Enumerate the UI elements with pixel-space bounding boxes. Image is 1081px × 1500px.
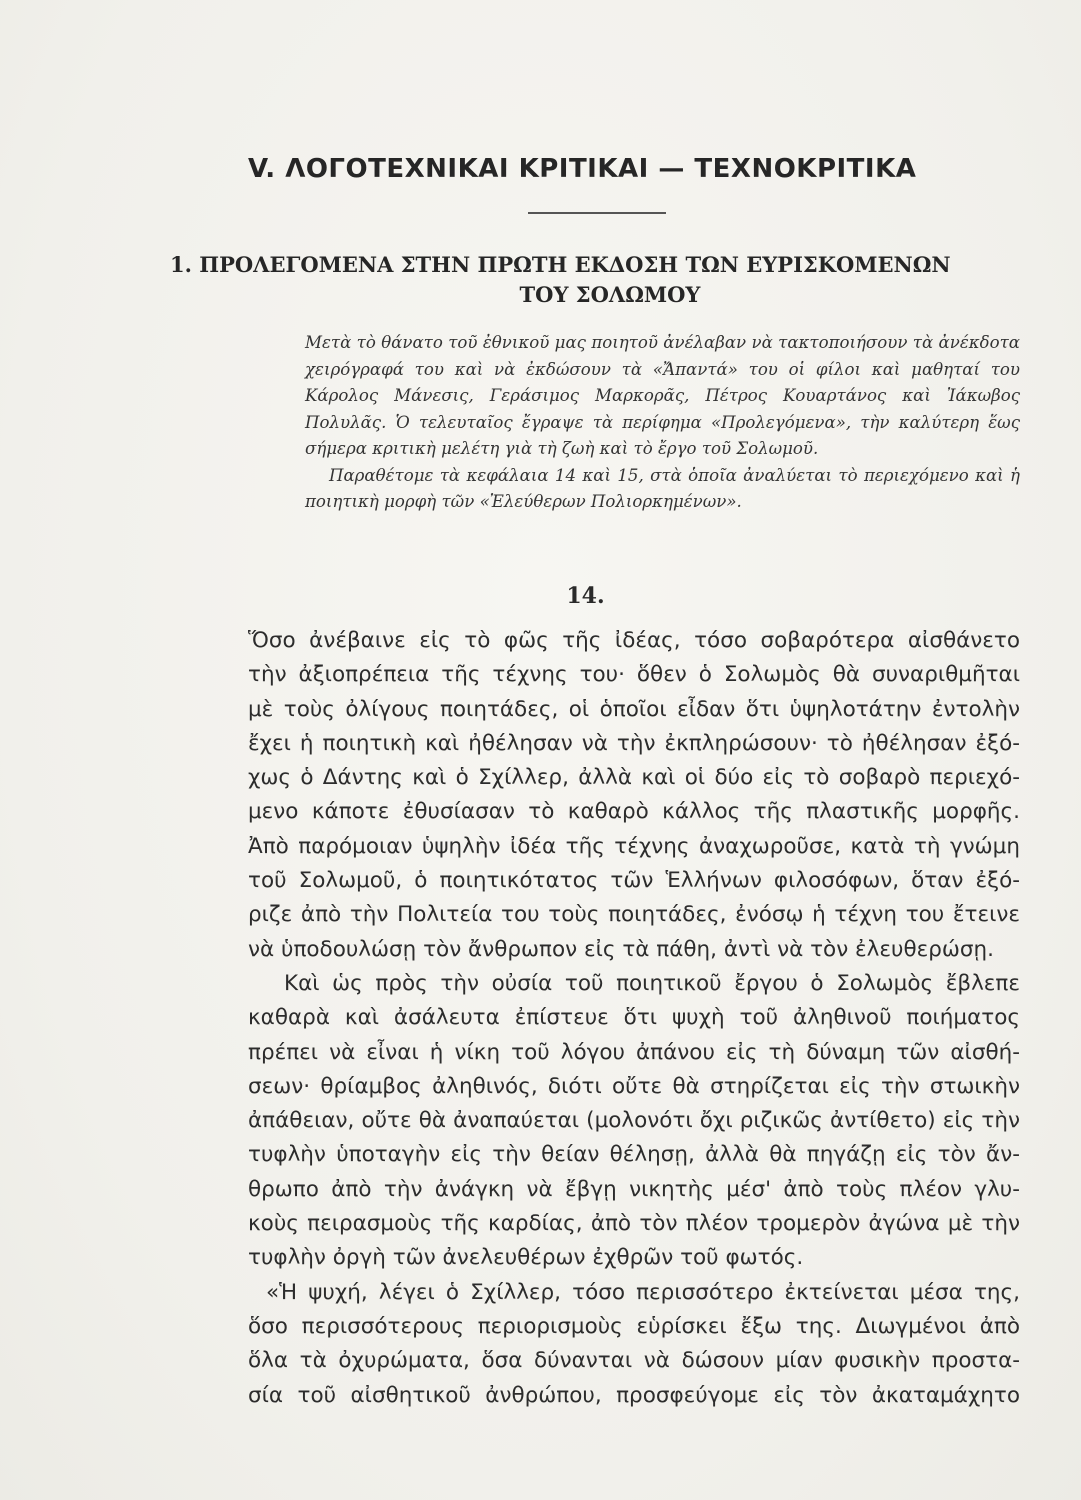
- body-line: ὅσο περισσότερους περιορισμοὺς εὑρίσκει ἔξω της. Διωγμένοι ἀπὸ: [248, 1313, 1020, 1339]
- body-line: ἔχει ἡ ποιητικὴ καὶ ἠθέλησαν νὰ τὴν ἐκπληρώσουν· τὸ ἠθέλησαν ἐξό-: [248, 730, 1020, 756]
- body-line: Καὶ ὡς πρὸς τὴν οὐσία τοῦ ποιητικοῦ ἔργου ὁ Σολωμὸς ἔβλεπε: [284, 970, 1020, 996]
- body-line: κοὺς πειρασμοὺς τῆς καρδίας, ἀπὸ τὸν πλέον τρομερὸν ἀγώνα μὲ τὴν: [248, 1211, 1020, 1237]
- body-line: μενο κάποτε ἐθυσίασαν τὸ καθαρὸ κάλλος τῆς πλαστικῆς μορφῆς.: [248, 799, 1020, 825]
- body-line: καθαρὰ καὶ ἀσάλευτα ἐπίστευε ὅτι ψυχὴ τοῦ ἀληθινοῦ ποιήματος: [248, 1005, 1020, 1031]
- section-number: 14.: [566, 583, 605, 609]
- body-line: νὰ ὑποδουλώσῃ τὸν ἄνθρωπον εἰς τὰ πάθη, ἀντὶ νὰ τὸν ἐλευθερώσῃ.: [248, 936, 994, 962]
- body-text: [248, 624, 1020, 1413]
- chapter-title-line-2: ΤΟΥ ΣΟΛΩΜΟΥ: [519, 282, 701, 307]
- body-line: ριζε ἀπὸ τὴν Πολιτεία του τοὺς ποιητάδες, ἐνόσῳ ἡ τέχνη του ἔτεινε: [248, 902, 1020, 928]
- body-line: τυφλὴν ὀργὴ τῶν ἀνελευθέρων ἐχθρῶν τοῦ φωτός.: [248, 1245, 804, 1271]
- body-line: μὲ τοὺς ὀλίγους ποιητάδες, οἱ ὁποῖοι εἶδαν ὅτι ὑψηλοτάτην ἐντολὴν: [248, 696, 1020, 722]
- body-line: τοῦ Σολωμοῦ, ὁ ποιητικότατος τῶν Ἑλλήνων φιλοσόφων, ὅταν ἐξό-: [248, 868, 1020, 894]
- chapter-title: [170, 250, 1000, 310]
- body-line: σεων· θρίαμβος ἀληθινός, διότι οὔτε θὰ στηρίζεται εἰς τὴν στωικὴν: [248, 1073, 1020, 1099]
- body-line: Ἀπὸ παρόμοιαν ὑψηλὴν ἰδέα τῆς τέχνης ἀναχωροῦσε, κατὰ τὴ γνώμη: [248, 833, 1020, 859]
- body-line: Ὅσο ἀνέβαινε εἰς τὸ φῶς τῆς ἰδέας, τόσο σοβαρότερα αἰσθάνετο: [248, 628, 1020, 653]
- editorial-introduction: [305, 330, 1020, 516]
- body-line: θρωπο ἀπὸ τὴν ἀνάγκη νὰ ἔβγῃ νικητὴς μέσ' ἀπὸ τοὺς πλέον γλυ-: [248, 1176, 1020, 1202]
- title-divider: [528, 212, 666, 214]
- intro-paragraph-2: Παραθέτομε τὰ κεφάλαια 14 καὶ 15, στὰ ὁποῖα ἀναλύεται τὸ περιεχόμενο καὶ ἡ ποιητικὴ μορφὴ τῶν «Ἐλεύθερων Πολιορκημένων».: [305, 465, 1020, 511]
- body-line: χως ὁ Δάντης καὶ ὁ Σχίλλερ, ἀλλὰ καὶ οἱ δύο εἰς τὸ σοβαρὸ περιεχό-: [248, 765, 1020, 791]
- body-line: τυφλὴν ὑποταγὴν εἰς τὴν θείαν θέλησῃ, ἀλλὰ θὰ πηγάζῃ εἰς τὸν ἄν-: [248, 1142, 1020, 1168]
- body-line: ἀπάθειαν, οὔτε θὰ ἀναπαύεται (μολονότι ὄχι ριζικῶς ἀντίθετο) εἰς τὴν: [248, 1108, 1020, 1134]
- chapter-title-line-1: 1. ΠΡΟΛΕΓΟΜΕΝΑ ΣΤΗΝ ΠΡΩΤΗ ΕΚΔΟΣΗ ΤΩΝ ΕΥΡΙΣΚΟΜΕΝΩΝ: [170, 252, 951, 277]
- body-line: ὅλα τὰ ὀχυρώματα, ὅσα δύνανται νὰ δώσουν μίαν φυσικὴν προστα-: [248, 1348, 1020, 1374]
- part-title: V. ΛΟΓΟΤΕΧΝΙΚΑΙ ΚΡΙΤΙΚΑΙ — ΤΕΧΝΟΚΡΙΤΙΚΑ: [248, 154, 917, 184]
- body-line: «Ἡ ψυχή, λέγει ὁ Σχίλλερ, τόσο περισσότερο ἐκτείνεται μέσα της,: [266, 1279, 1020, 1305]
- intro-paragraph-1: Μετὰ τὸ θάνατο τοῦ ἐθνικοῦ μας ποιητοῦ ἀνέλαβαν νὰ τακτοποιήσουν τὰ ἀνέκδοτα χειρόγραφά του καὶ νὰ ἐκδώσουν τὰ «Ἄπαντά» του οἱ φίλοι καὶ μαθηταί του Κάρολος Μάνεσις, Γεράσιμος Μαρκορᾶς, Πέτρος Κουαρτάνος καὶ Ἰάκωβος Πολυλᾶς. Ὁ τελευταῖος ἔγραψε τὰ περίφημα «Προλεγόμενα», τὴν καλύτερη ἕως σήμερα κριτικὴ μελέτη γιὰ τὴ ζωὴ καὶ τὸ ἔργο τοῦ Σολωμοῦ.: [305, 333, 1020, 458]
- body-line: πρέπει νὰ εἶναι ἡ νίκη τοῦ λόγου ἀπάνου εἰς τὴ δύναμη τῶν αἰσθή-: [248, 1039, 1020, 1065]
- body-line: σία τοῦ αἰσθητικοῦ ἀνθρώπου, προσφεύγομε εἰς τὸν ἀκαταμάχητο: [248, 1382, 1020, 1408]
- body-line: τὴν ἀξιοπρέπεια τῆς τέχνης του· ὅθεν ὁ Σολωμὸς θὰ συναριθμῆται: [248, 662, 1020, 688]
